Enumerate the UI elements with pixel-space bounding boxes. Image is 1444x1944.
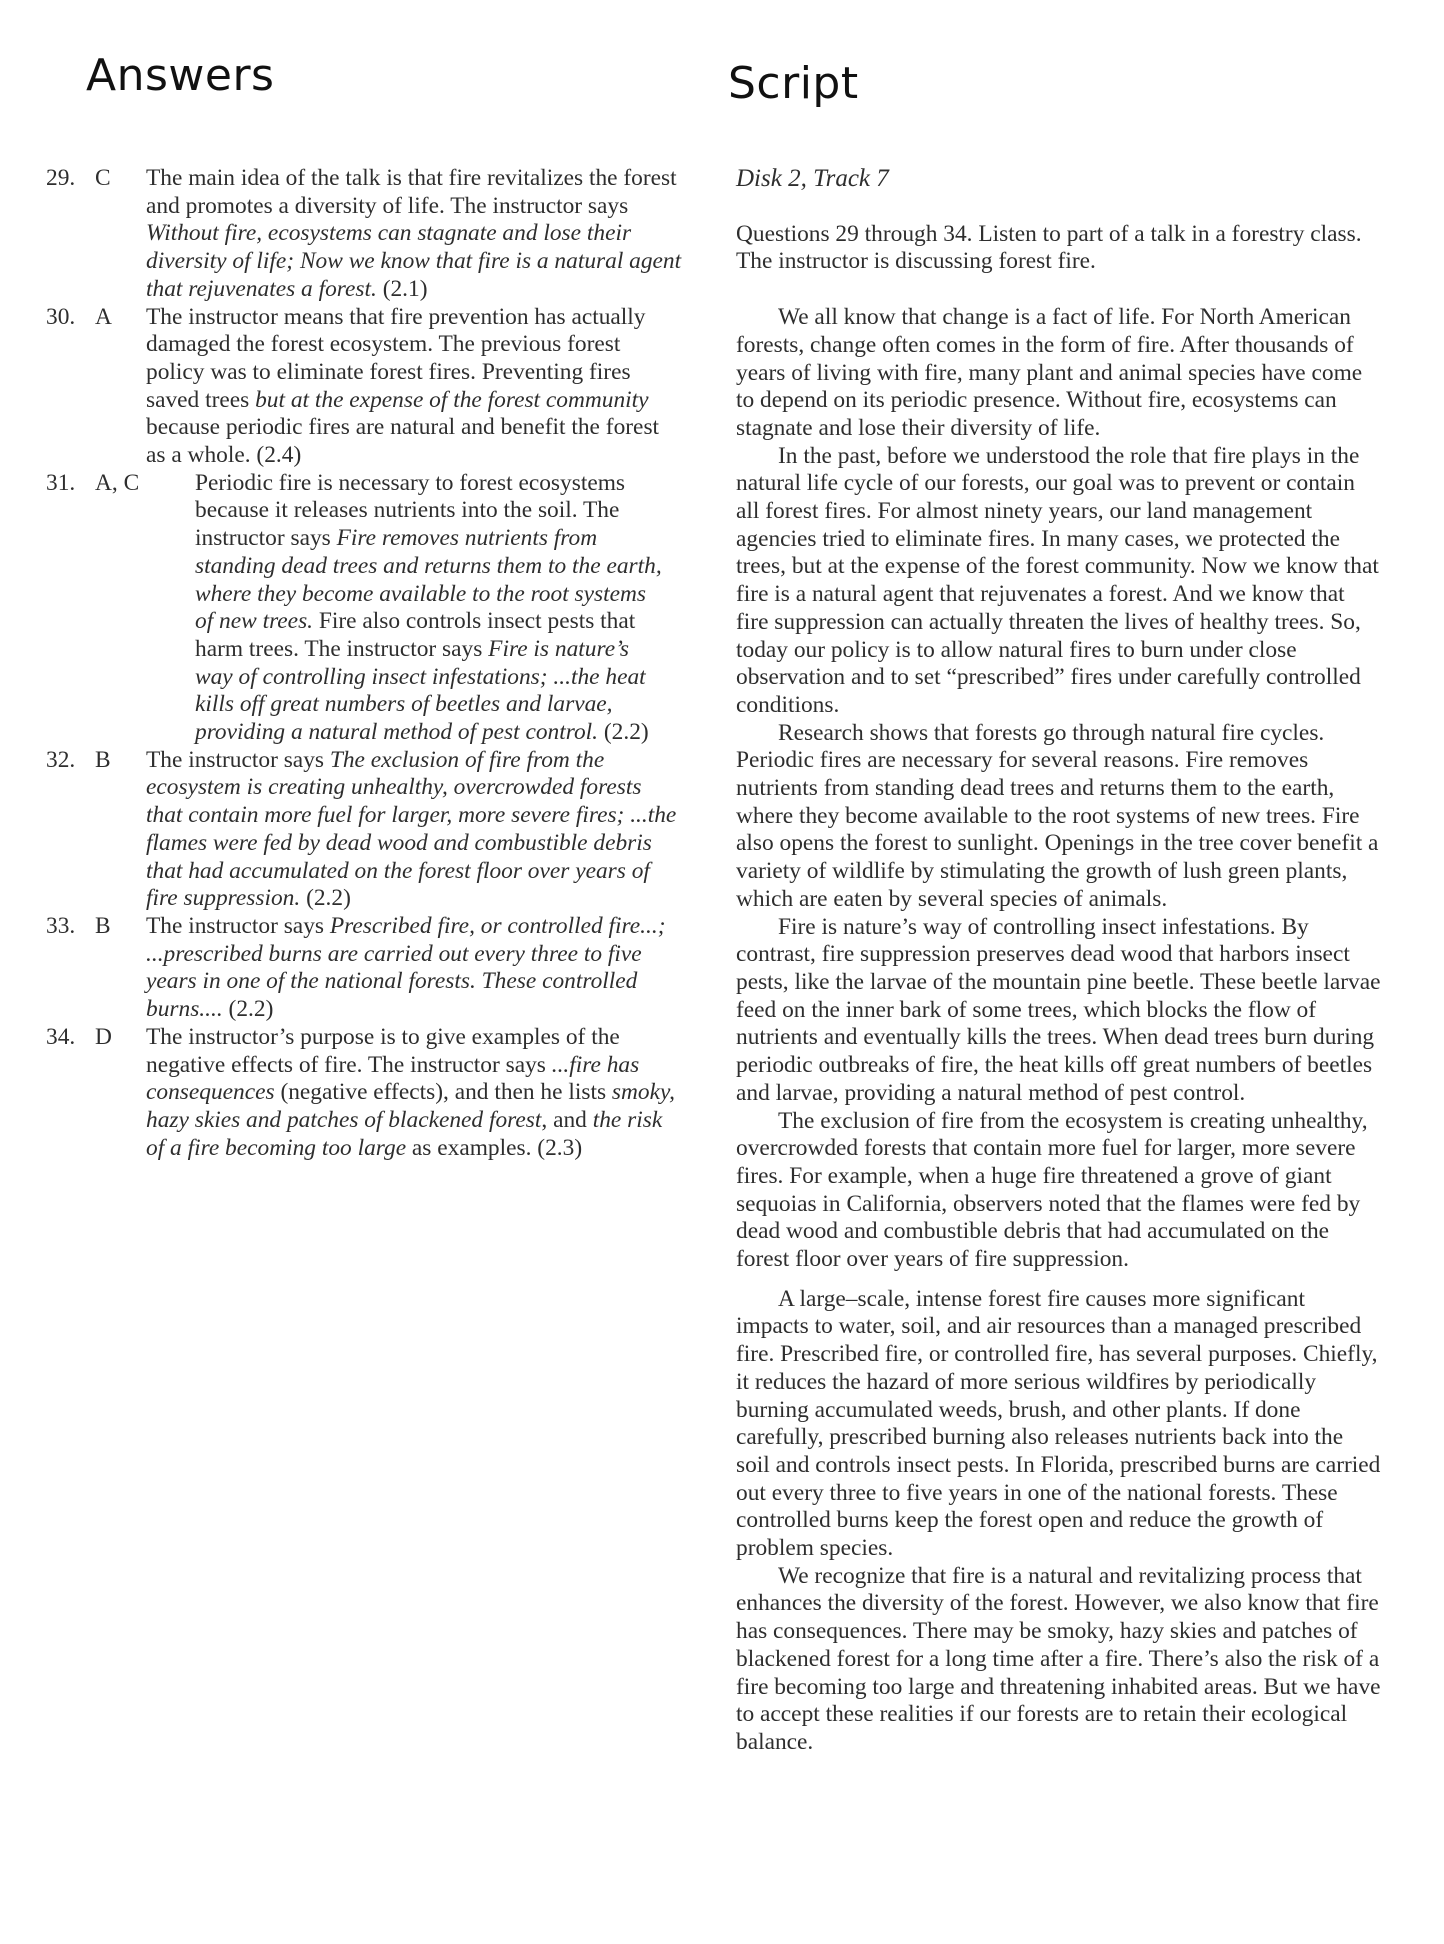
explanation-text: The instructor means that fire prevention has actually damaged the forest ecosystem. The previous forest policy was to eliminate forest fires. Preventing fires saved trees [146, 303, 646, 413]
answer-number: 33. [46, 912, 76, 939]
script-paragraph: In the past, before we understood the role that fire plays in the natural life cycle of our forests, our goal was to prevent or contain all forest fires. For almost ninety years, our land management agencies tried to eliminate fires. In many cases, we protected the trees, but at the expense of the forest community. Now we know that fire is a natural agent that rejuvenates a forest. And we know that fire suppression can actually threaten the lives of healthy trees. So, today our policy is to allow natural fires to burn under close observation and to set “prescribed” fires under carefully controlled conditions. [736, 442, 1379, 718]
answers-heading: Answers [86, 50, 275, 101]
explanation-quote: smoky, hazy skies and patches of blackened forest [146, 1079, 675, 1133]
answer-item-34 [46, 1024, 686, 1163]
explanation-text: The instructor says [146, 912, 330, 939]
answer-letter: C [95, 165, 111, 191]
answer-item-33 [46, 913, 686, 1024]
script-heading: Script [728, 58, 859, 109]
explanation-text: Fire also controls insect pests that harm trees. The instructor says [195, 608, 636, 662]
script-paragraph: Fire is nature’s way of controlling insect infestations. By contrast, fire suppression preserves dead wood that harbors insect pests, like the larvae of the mountain pine beetle. These beetle larvae feed on the inner bark of some trees, which blocks the flow of nutrients and eventually kills the trees. When dead trees burn during periodic outbreaks of fire, the heat kills off great numbers of beetles and larvae, providing a natural method of pest control. [736, 913, 1381, 1106]
script-intro: Questions 29 through 34. Listen to part of a talk in a forestry class. The instructor is discussing forest fire. [736, 220, 1362, 275]
explanation-text: as examples. (2.3) [406, 1134, 583, 1161]
answer-number: 34. [46, 1023, 76, 1050]
answer-letter: B [95, 912, 111, 939]
track-label: Disk 2, Track 7 [736, 165, 889, 192]
script-paragraph: We all know that change is a fact of life. For North American forests, change often comes in the form of fire. After thousands of years of living with fire, many plant and animal species have come to depend on its periodic presence. Without fire, ecosystems can stagnate and lose their diversity of life. [736, 304, 1363, 441]
explanation-quote: Without fire, ecosystems can stagnate and lose their diversity of life; Now we know that fire is a natural agent that rejuvenates a forest. [146, 220, 682, 302]
explanation-text: because periodic fires are natural and benefit the forest as a whole. (2.4) [146, 414, 660, 469]
explanation-text: Periodic fire is necessary to forest ecosystems because it releases nutrients into the soil. The instructor says [195, 469, 625, 552]
script-paragraph: A large–scale, intense forest fire causes more significant impacts to water, soil, and air resources than a managed prescribed fire. Prescribed fire, or controlled fire, has several purposes. Chiefly, it reduces the hazard of more serious wildfires by periodically burning accumulated weeds, brush, and other plants. If done carefully, prescribed burning also releases nutrients back into the soil and controls insect pests. In Florida, prescribed burns are carried out every three to five years in one of the national forests. These controlled burns keep the forest open and reduce the growth of problem species. [736, 1285, 1381, 1562]
answer-explanation [146, 165, 682, 304]
explanation-text: (2.2) [222, 996, 274, 1023]
answer-explanation [146, 1024, 682, 1163]
answer-number: 32. [46, 746, 76, 773]
answer-number: 29. [46, 165, 76, 191]
explanation-text: The instructor’s purpose is to give examples of the negative effects of fire. The instructor says [146, 1023, 620, 1078]
explanation-quote: ...fire has consequences [146, 1051, 640, 1106]
explanation-text: (2.2) [598, 719, 649, 746]
answer-item-32 [46, 747, 686, 913]
explanation-text: The main idea of the talk is that fire revitalizes the forest and promotes a diversity of life. The instructor says [146, 165, 677, 219]
script-column [736, 165, 1381, 1757]
answer-letter: B [95, 746, 111, 773]
explanation-text: The instructor says [146, 746, 330, 773]
script-paragraph: The exclusion of fire from the ecosystem is creating unhealthy, overcrowded forests that contain more fuel for larger, more severe fires. For example, when a huge fire threatened a grove of giant sequoias in California, observers noted that the flames were fed by dead wood and combustible debris that had accumulated on the forest floor over years of fire suppression. [736, 1107, 1368, 1273]
answer-letter: D [95, 1023, 112, 1050]
explanation-quote: the risk of a fire becoming too large [146, 1106, 663, 1161]
answer-item-29 [46, 165, 686, 304]
script-paragraph: We recognize that fire is a natural and revitalizing process that enhances the diversity of the forest. However, we also know that fire has consequences. There may be smoky, hazy skies and patches of blackened forest for a long time after a fire. There’s also the risk of a fire becoming too large and threatening inhabited areas. But we have to accept these realities if our forests are to retain their ecological balance. [736, 1562, 1381, 1755]
explanation-text: (negative effects), and then he lists [274, 1079, 612, 1106]
answer-item-30 [46, 304, 686, 470]
answer-explanation [146, 913, 682, 1024]
answers-column [46, 165, 686, 1162]
answer-number: 30. [46, 303, 76, 330]
answer-item-31 [46, 470, 686, 747]
answer-explanation [146, 747, 682, 913]
explanation-text: (2.1) [376, 275, 428, 302]
answer-explanation [146, 304, 682, 470]
answer-explanation [195, 470, 666, 747]
explanation-quote: Fire removes nutrients from standing dead trees and returns them to the earth, where they become available to the root systems of new trees. [195, 525, 662, 635]
explanation-quote: Prescribed fire, or controlled fire...; ...prescribed burns are carried out every three to five years in one of the national forests. These controlled burns.... [146, 912, 666, 1023]
explanation-quote: The exclusion of fire from the ecosystem is creating unhealthy, overcrowded forests that contain more fuel for larger, more severe fires; ...the flames were fed by dead wood and combustible debris that had accumulated on the forest floor over years of fire suppression. [146, 746, 677, 912]
explanation-quote: but at the expense of the forest community [255, 386, 649, 413]
script-paragraph: Research shows that forests go through natural fire cycles. Periodic fires are necessary for several reasons. Fire removes nutrients from standing dead trees and returns them to the earth, where they become available to the root systems of new trees. Fire also opens the forest to sunlight. Openings in the tree cover benefit a variety of wildlife by stimulating the growth of lush green plants, which are eaten by several species of animals. [736, 719, 1379, 912]
answer-letter: A [95, 303, 112, 330]
answer-letter: A, C [95, 469, 140, 496]
explanation-text: , and [541, 1106, 593, 1133]
explanation-text: (2.2) [300, 885, 351, 912]
explanation-quote: Fire is nature’s way of controlling insect infestations; ...the heat kills off great numbers of beetles and larvae, providing a natural method of pest control. [195, 635, 646, 746]
answer-number: 31. [46, 469, 76, 496]
